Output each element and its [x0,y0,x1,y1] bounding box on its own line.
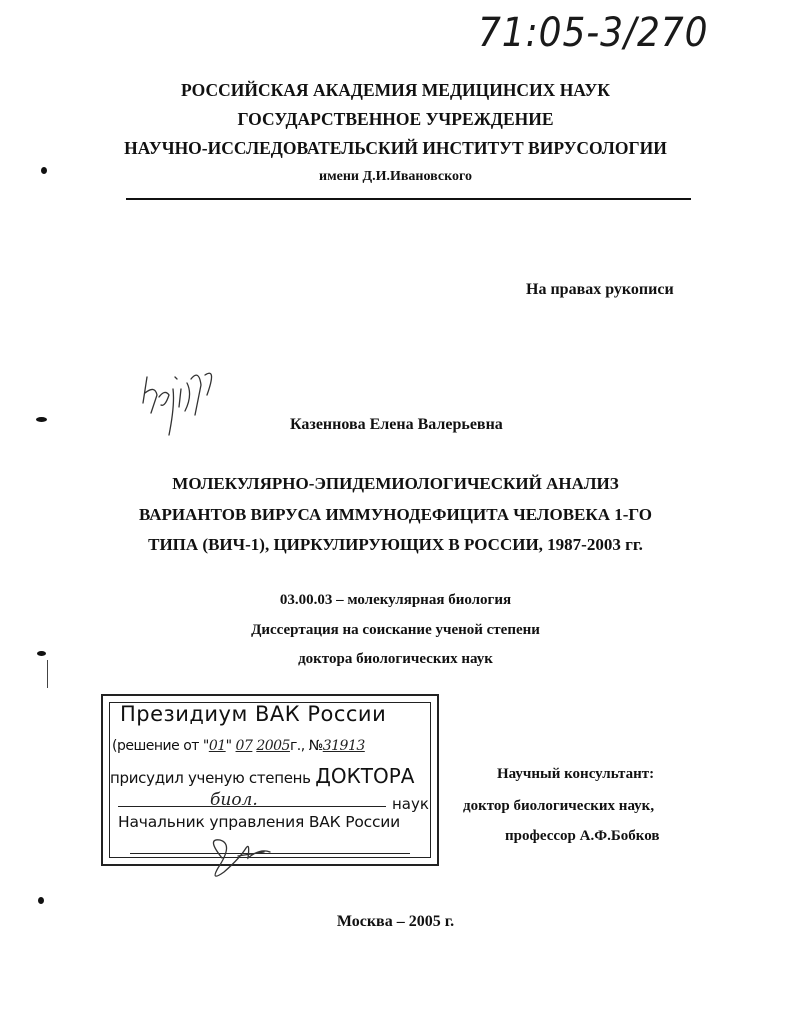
specialty-code: 03.00.03 – молекулярная биология [279,592,512,608]
stamp-field-line [118,806,386,807]
header-divider [126,198,691,200]
stamp-decision: (решение от "01" 07 2005г., №31913 [112,738,365,754]
stamp-award: присудил ученую степень ДОКТОРА [110,764,415,788]
dissertation-title-line-3: ТИПА (ВИЧ-1), ЦИРКУЛИРУЮЩИХ В РОССИИ, 1987-2003 гг. [148,535,643,554]
dissertation-title-line-1: МОЛЕКУЛЯРНО-ЭПИДЕМИОЛОГИЧЕСКИЙ АНАЛИЗ [172,474,619,493]
stamp-head-title: Начальник управления ВАК России [118,813,401,831]
scan-mark [36,417,47,422]
consultant-label: Научный консультант: [497,766,655,782]
stamp-field-suffix: наук [392,795,429,813]
scan-mark [47,660,48,688]
stamp-title: Президиум ВАК России [120,702,387,726]
author-name: Казеннова Елена Валерьевна [290,416,503,433]
degree-line-2: доктора биологических наук [298,651,493,667]
archive-code: 71:05-3/270 [478,10,709,56]
author-signature [135,365,225,445]
academy-name: РОССИЙСКАЯ АКАДЕМИЯ МЕДИЦИНСИХ НАУК [181,80,610,100]
place-and-year: Москва – 2005 г. [336,913,455,930]
consultant-name: профессор А.Ф.Бобков [505,828,660,844]
stamp-signature [200,828,290,884]
scan-mark [38,897,44,904]
dissertation-title-line-2: ВАРИАНТОВ ВИРУСА ИММУНОДЕФИЦИТА ЧЕЛОВЕКА 1-ГО [138,505,653,524]
degree-line-1: Диссертация на соискание ученой степени [251,622,540,638]
manuscript-rights-note: На правах рукописи [526,281,674,298]
consultant-degree: доктор биологических наук, [463,798,655,814]
scan-mark [41,167,47,174]
stamp-field-handwritten: биол. [210,790,258,810]
institution-type: ГОСУДАРСТВЕННОЕ УЧРЕЖДЕНИЕ [237,109,554,129]
scan-mark [37,651,46,656]
institute-named-after: имени Д.И.Ивановского [319,169,472,184]
institute-name: НАУЧНО-ИССЛЕДОВАТЕЛЬСКИЙ ИНСТИТУТ ВИРУСОЛОГИИ [124,138,667,158]
